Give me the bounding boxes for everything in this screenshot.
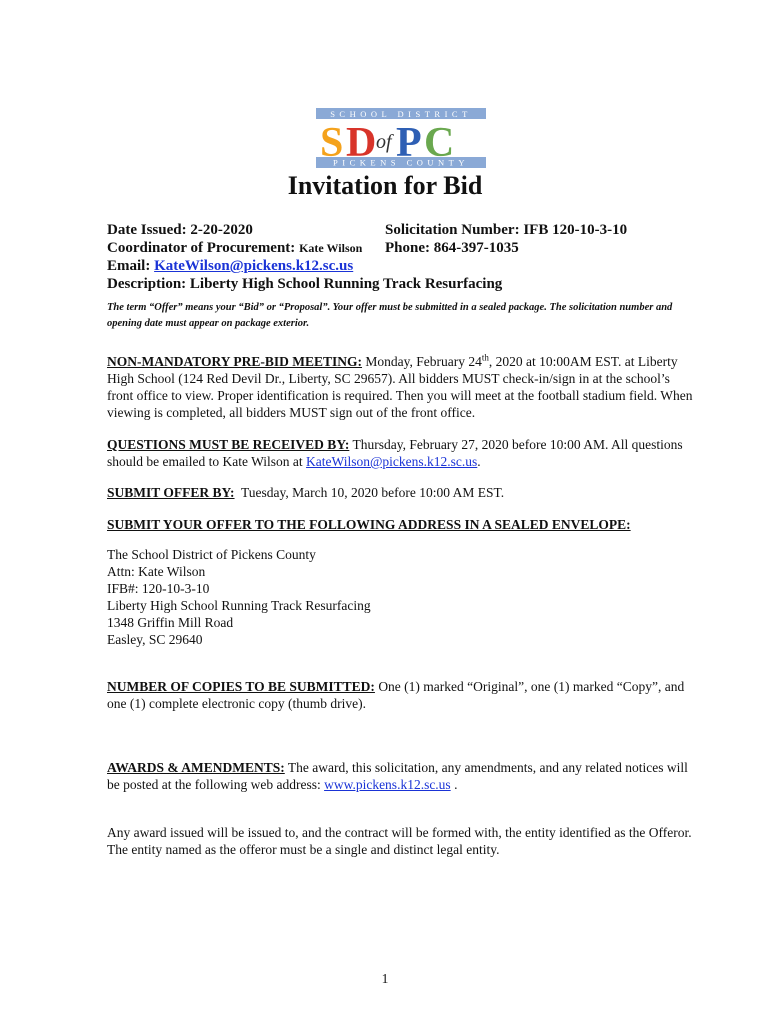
awards-text: The award, this solicitation, any amendments, and any related notices will be posted at the following web address:: [107, 760, 688, 792]
questions-text: Thursday, February 27, 2020 before 10:00 AM. All questions should be emailed to Kate Wilson at: [107, 437, 683, 469]
questions-email-link[interactable]: KateWilson@pickens.k12.sc.us: [306, 454, 478, 469]
logo-letter-of: of: [376, 131, 392, 153]
awards-section: [107, 759, 697, 793]
copies-heading: NUMBER OF COPIES TO BE SUBMITTED:: [107, 679, 375, 694]
prebid-section: [107, 353, 697, 421]
prebid-sup: th: [481, 352, 489, 363]
description: Description: Liberty High School Running Track Resurfacing: [107, 276, 503, 292]
submit-by-section: [107, 484, 697, 501]
questions-section: [107, 436, 697, 470]
coordinator-name: Kate Wilson: [299, 241, 363, 255]
logo-top-text: SCHOOL DISTRICT: [330, 109, 472, 119]
address-line: The School District of Pickens County: [107, 547, 316, 562]
address-line: IFB#: 120-10-3-10: [107, 581, 210, 596]
prebid-heading: NON-MANDATORY PRE-BID MEETING:: [107, 354, 363, 369]
logo-letter-s: S: [320, 120, 344, 166]
page-title: Invitation for Bid: [287, 171, 483, 200]
submit-by-text: Tuesday, March 10, 2020 before 10:00 AM EST.: [234, 485, 505, 500]
email-line: [107, 257, 353, 275]
logo-letter-p: P: [396, 120, 422, 166]
mailing-address: [107, 546, 371, 648]
questions-heading: QUESTIONS MUST BE RECEIVED BY:: [107, 437, 350, 452]
questions-text-end: .: [477, 454, 481, 469]
email-label: Email:: [107, 258, 151, 274]
logo-letter-c: C: [424, 120, 455, 166]
page-number: 1: [381, 971, 389, 986]
prebid-text-b: , 2020 at 10:00AM EST. at Liberty High School (124 Red Devil Dr., Liberty, SC 29657). All bidders MUST check-in/sign in at the school’s front office to view. Proper identification is required. Then you will meet at the football stadium field. When viewing is completed, all bidders MUST sign out of the front office.: [107, 354, 693, 420]
logo-letter-d: D: [346, 120, 377, 166]
date-issued: Date Issued: 2-20-2020: [107, 222, 253, 238]
awards-heading: AWARDS & AMENDMENTS:: [107, 760, 285, 775]
copies-text: One (1) marked “Original”, one (1) marked “Copy”, and one (1) complete electronic copy (thumb drive).: [107, 679, 685, 711]
submit-by-heading: SUBMIT OFFER BY:: [107, 485, 235, 500]
address-line: Liberty High School Running Track Resurfacing: [107, 598, 371, 613]
solicitation-number: Solicitation Number: IFB 120-10-3-10: [385, 222, 628, 238]
offer-note: The term “Offer” means your “Bid” or “Proposal”. Your offer must be submitted in a sealed package. The solicitation number and opening date must appear on package exterior.: [107, 302, 673, 329]
awards-text-end: .: [450, 777, 458, 792]
address-line: 1348 Griffin Mill Road: [107, 615, 234, 630]
address-line: Attn: Kate Wilson: [107, 564, 206, 579]
awards-web-link[interactable]: www.pickens.k12.sc.us: [324, 777, 451, 792]
coordinator-label: Coordinator of Procurement:: [107, 240, 296, 256]
submit-address-section: [107, 516, 697, 533]
copies-section: [107, 678, 697, 712]
coordinator-line: [107, 239, 362, 257]
email-link[interactable]: KateWilson@pickens.k12.sc.us: [154, 258, 354, 274]
phone: Phone: 864-397-1035: [385, 240, 519, 256]
prebid-text-a: Monday, February 24: [362, 354, 482, 369]
district-logo: [316, 108, 486, 168]
address-line: Easley, SC 29640: [107, 632, 203, 647]
logo-bottom-text: PICKENS COUNTY: [333, 157, 469, 168]
submit-address-heading: SUBMIT YOUR OFFER TO THE FOLLOWING ADDRESS IN A SEALED ENVELOPE:: [107, 517, 631, 532]
sdpc-logo-icon: [316, 108, 486, 168]
award-issued-paragraph: Any award issued will be issued to, and the contract will be formed with, the entity identified as the Offeror. The entity named as the offeror must be a single and distinct legal entity.: [107, 825, 692, 857]
